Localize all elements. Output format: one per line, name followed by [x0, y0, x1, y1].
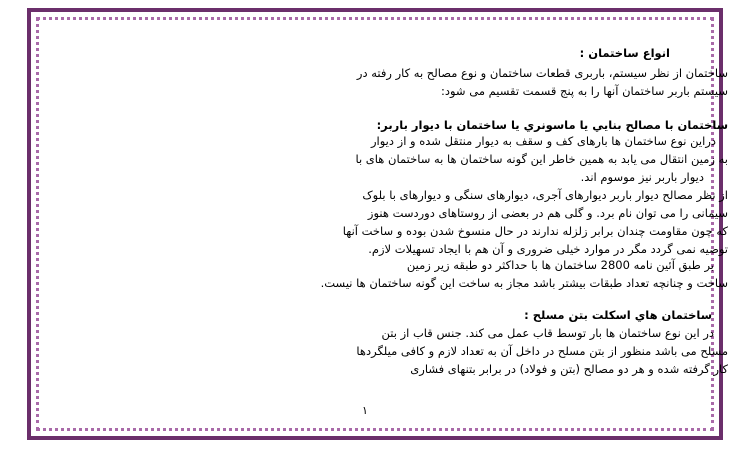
text-line: دراین نوع ساختمان ها بارهای کف و سقف به دیوار منتقل شده و از دیوار	[370, 134, 716, 148]
heading-concrete-buildings: ساختمان هاي اسكلت بتن مسلح :	[524, 308, 712, 322]
text-line: که چون مقاومت چندان برابر زلزله ندارند در حال منسوخ شدن بوده و ساخت آنها	[342, 224, 728, 238]
text-line: به زمین انتقال می یابد به همین خاطر این گونه ساختمان ها به ساختمان های با	[355, 152, 728, 166]
text-line: ساختمان از نظر سیستم، باربری قطعات ساختمان و نوع مصالح به کار رفته در	[356, 66, 728, 80]
text-line: سیمانی را می توان نام برد. و گلی هم در بعضی از روستاهای دوردست هنوز	[367, 206, 728, 220]
text-line: توصیه نمی گردد مگر در موارد خیلی ضروری و آن هم با ایجاد تسهیلات لازم.	[368, 242, 728, 256]
heading-building-types: انواع ساختمان :	[579, 46, 670, 60]
document-page	[44, 0, 750, 450]
text-line: مسلح می باشد منظور از بتن مسلح در داخل آن به تعداد لازم و کافی میلگردها	[356, 344, 728, 358]
heading-masonry-buildings: ساختمان با مصالح بنايي يا ماسونري يا ساختمان با ديوار باربر:	[376, 118, 728, 132]
text-line: از نظر مصالح دیوار باربر دیوارهای آجری، دیوارهای سنگی و دیوارهای با بلوک	[362, 188, 728, 202]
page-number: ١	[362, 404, 368, 417]
text-line: سیستم باربر ساختمان آنها را به پنج قسمت تقسیم می شود:	[441, 84, 728, 98]
text-line: بر طبق آئین نامه 2800 ساختمان ها با حداکثر دو طبقه زیر زمین	[406, 258, 714, 272]
text-line: در این نوع ساختمان ها بار توسط قاب عمل می کند. جنس قاب از بتن	[381, 326, 714, 340]
text-line: کار گرفته شده و هر دو مصالح (بتن و فولاد) در برابر بتنهای فشاری	[410, 362, 728, 376]
text-line: ساخت و چنانچه تعداد طبقات بیشتر باشد مجاز به ساخت این گونه ساختمان ها نیست.	[320, 276, 728, 290]
text-line: دیوار باربر نیز موسوم اند.	[580, 170, 704, 184]
